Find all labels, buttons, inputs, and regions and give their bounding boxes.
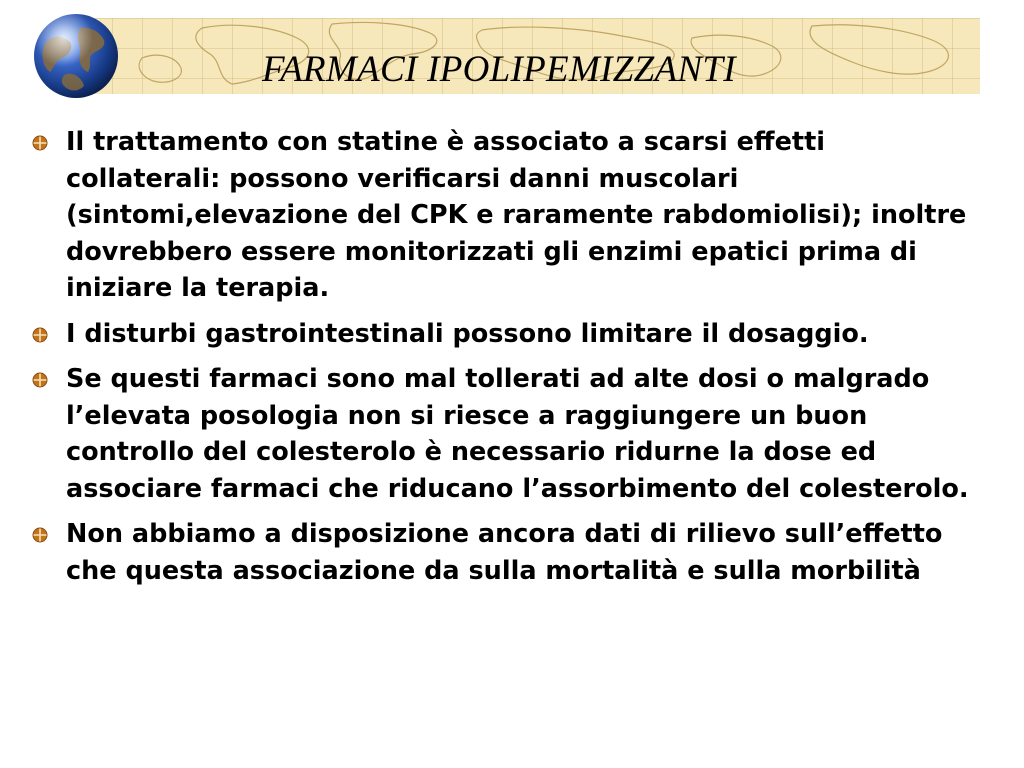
globe-bullet-icon [32, 135, 48, 151]
globe-bullet-icon [32, 372, 48, 388]
bullet-list [32, 124, 982, 598]
globe-bullet-icon [32, 527, 48, 543]
title-banner [82, 18, 980, 94]
globe-bullet-icon [32, 327, 48, 343]
slide-title: FARMACI IPOLIPEMIZZANTI [262, 49, 736, 90]
bullet-item [32, 124, 982, 307]
bullet-item [32, 516, 982, 589]
globe-icon [32, 12, 120, 100]
bullet-text: I disturbi gastrointestinali possono limitare il dosaggio. [66, 318, 869, 349]
bullet-text: Il trattamento con statine è associato a scarsi effetti collaterali: possono verificarsi danni muscolari (sintomi,elevazione del CPK e raramente rabdomiolisi); inoltre dovrebbero essere monitorizzati gli enzimi epatici prima di iniziare la terapia. [66, 127, 967, 303]
bullet-text: Se questi farmaci sono mal tollerati ad alte dosi o malgrado l’elevata posologia non si riesce a raggiungere un buon controllo del colesterolo è necessario ridurne la dose ed associare farmaci che riducano l’assorbimento del colesterolo. [66, 364, 969, 504]
bullet-text: Non abbiamo a disposizione ancora dati di rilievo sull’effetto che questa associazione da sulla mortalità e sulla morbilità [66, 519, 943, 586]
bullet-item [32, 361, 982, 507]
bullet-item [32, 316, 982, 353]
